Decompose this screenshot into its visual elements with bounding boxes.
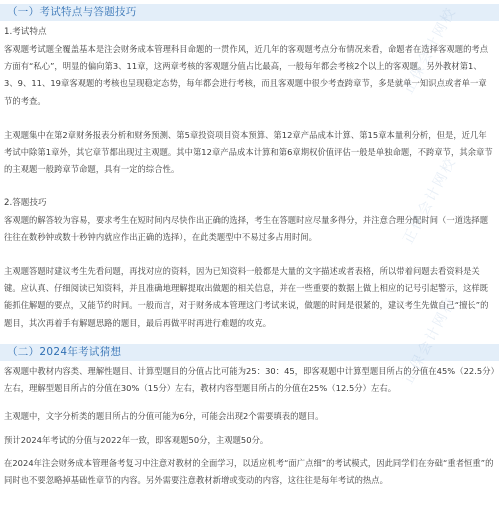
watermark-logo: 正保会计网校 [400, 154, 460, 247]
paragraph-text-analysis: 主观题中，文字分析类的题目所占的分值可能为6分，可能会出现2个需要填表的题目。 [4, 411, 324, 421]
subheading-exam-features: 1.考试特点 [4, 27, 47, 37]
section-header-exam-features: （一）考试特点与答题技巧 [0, 4, 499, 21]
paragraph-subjective-questions: 主观题集中在第2章财务报表分析和财务预测、第5章投资项目资本预算、第12章产品成本计算、第15章本量利分析，但是，近几年考试中除第1章外，其它章节都出现过主观题。其中第12章产品成本计算和第6章期权价值评估一般是单独命题，不跨章节，其余章节的主观题一般跨章节命题，具有一定的综合性。 [4, 130, 493, 175]
paragraph-objective-questions: 客观题考试题全覆盖基本是注会财务成本管理科目命题的一贯作风，近几年的客观题考点分布情况来看，命题者在选择客观题的考点方面有“私心”，明显的偏向第3、11章，这两章考核的客观题分值占比最高，一般每年都会考核2个以上的客观题。另外教材第1、3、9、11、19章客观题的考核也呈现稳定态势，每年都会进行考核，而且客观题中很少考查跨章节，多是就单一知识点或者单一章节的考查。 [4, 44, 489, 106]
paragraph-score-distribution: 客观题中教材内容类、理解性题目、计算型题目的分值占比可能为25：30：45，即客观题中计算型题目所占的分值在45%（22.5分）左右，理解型题目所占的分值在30%（15分）左右，教材内容型题目所占的分值在25%（12.5分）左右。 [4, 366, 495, 394]
paragraph-subjective-tips: 主观题答题时建议考生先看问题，再找对应的资料，因为已知资料一般都是大量的文字描述或者表格，所以带着问题去看资料是关键。应认真、仔细阅读已知资料，并且准确地理解提取出做题的相关信息，并在一些重要的数据上做上相应的记号引起警示，这样既能抓住解题的要点，又能节约时间。一般而言，对于财务成本管理这门考试来说，做题的时间是很紧的，建议考生先做自己“擅长”的题目，其次再着手有解题思路的题目，最后再做平时再进行难题的攻克。 [4, 266, 489, 328]
watermark-logo: 正保会计网校 [400, 4, 460, 97]
subheading-answer-tips: 2.答题技巧 [4, 198, 47, 208]
paragraph-score-forecast: 预计2024年考试的分值与2022年一致，即客观题50分，主观题50分。 [4, 435, 269, 445]
section-header-exam-forecast: （二）2024年考试猜想 [0, 344, 499, 361]
paragraph-objective-tips: 客观题的解答较为容易，要求考生在短时间内尽快作出正确的选择，考生在答题时应尽量多得分，并注意合理分配时间（一道选择题往往在数秒钟或数十秒钟内就应作出正确的选择），在此类题型中不易过多占用时间。 [4, 215, 489, 243]
paragraph-study-advice: 在2024年注会财务成本管理备考复习中注意对教材的全面学习，以适应机考“面广点细”的考试模式，因此同学们在夯础“重者恒重”的同时也不要忽略掉基础性章节的内容。另外需要注意教材新增或变动的内容，这往往是每年考试的热点。 [4, 458, 494, 486]
watermark-logo: 正保会计网校 [400, 294, 460, 387]
